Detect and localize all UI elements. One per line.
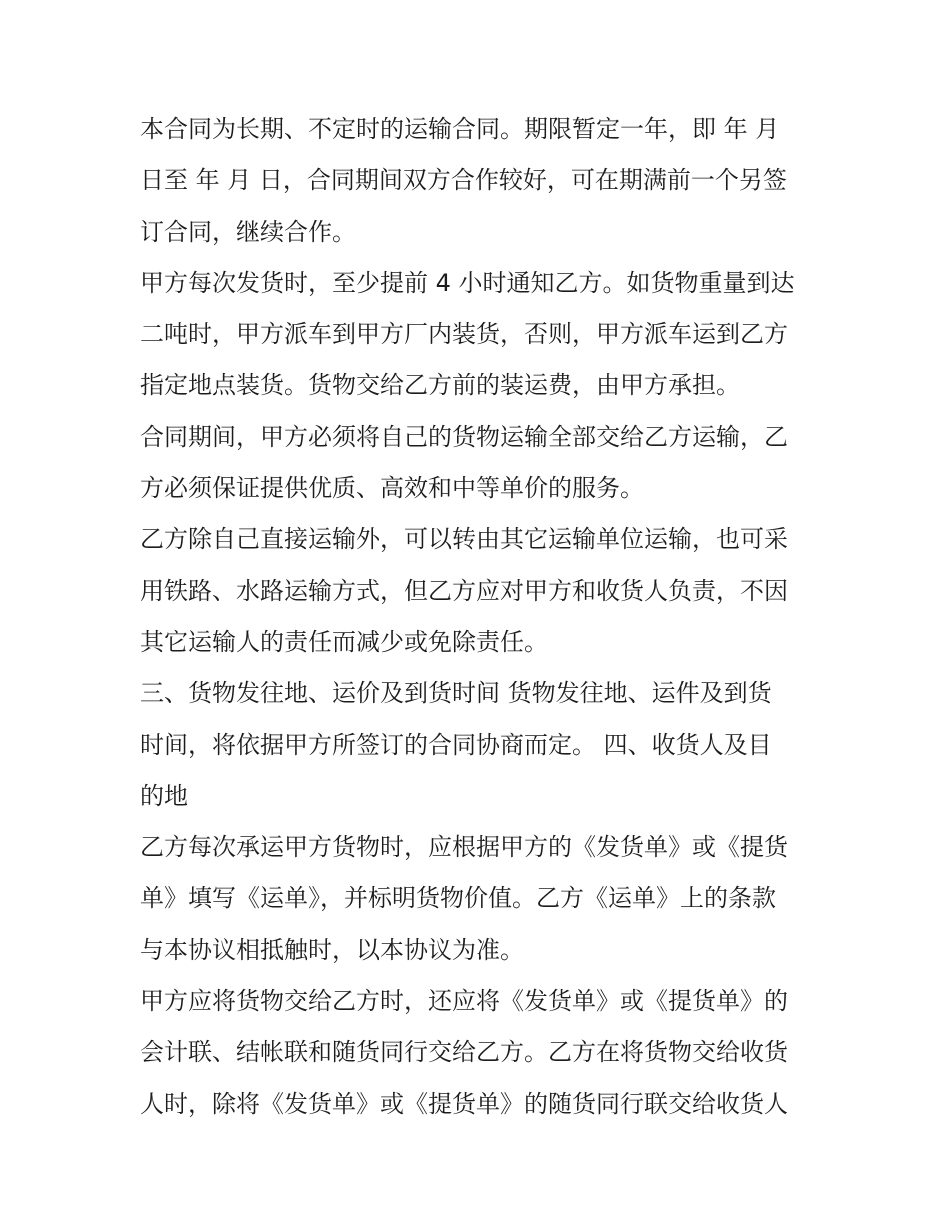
- text-line: 的地: [140, 781, 188, 810]
- text-line: 其它运输人的责任而减少或免除责任。: [140, 627, 548, 656]
- text-line: 本合同为长期、不定时的运输合同。期限暂定一年，即 年 月: [140, 115, 780, 143]
- paragraph-exclusive-transport: [140, 412, 820, 515]
- text-line: 合同期间，甲方必须将自己的货物运输全部交给乙方运输，乙: [140, 422, 788, 451]
- text-line: 甲方应将货物交给乙方时，还应将《发货单》或《提货单》的: [140, 987, 788, 1016]
- text-line: 指定地点装货。货物交给乙方前的装运费，由甲方承担。: [140, 371, 740, 400]
- text-line: 三、货物发往地、运价及到货时间 货物发往地、运件及到货: [140, 679, 772, 708]
- paragraph-shipment-notice: [140, 258, 820, 412]
- text-line: 方必须保证提供优质、高效和中等单价的服务。: [140, 474, 644, 503]
- text-line: 会计联、结帐联和随货同行交给乙方。乙方在将货物交给收货: [140, 1038, 788, 1067]
- text-line: 乙方除自己直接运输外，可以转由其它运输单位运输，也可采: [140, 525, 788, 554]
- text-line: 乙方每次承运甲方货物时，应根据甲方的《发货单》或《提货: [140, 833, 788, 862]
- text-line: 日至 年 月 日，合同期间双方合作较好，可在期满前一个另签: [140, 166, 787, 195]
- document-body: [140, 104, 820, 1130]
- paragraph-waybill: [140, 822, 820, 976]
- text-line: 甲方每次发货时，至少提前 4 小时通知乙方。如货物重量到达: [140, 268, 795, 297]
- text-line: 用铁路、水路运输方式，但乙方应对甲方和收货人负责，不因: [140, 576, 788, 605]
- paragraph-delivery-documents: [140, 976, 820, 1130]
- text-line: 与本协议相抵触时，以本协议为准。: [140, 935, 524, 964]
- text-line: 时间，将依据甲方所签订的合同协商而定。 四、收货人及目: [140, 730, 772, 759]
- text-line: 人时，除将《发货单》或《提货单》的随货同行联交给收货人: [140, 1089, 788, 1118]
- paragraph-destination-pricing: [140, 668, 820, 822]
- text-line: 单》填写《运单》，并标明货物价值。乙方《运单》上的条款: [140, 884, 776, 913]
- text-line: 二吨时，甲方派车到甲方厂内装货，否则，甲方派车运到乙方: [140, 320, 788, 349]
- text-line: 订合同，继续合作。: [140, 217, 356, 246]
- paragraph-contract-term: [140, 104, 820, 258]
- paragraph-subcontracting: [140, 514, 820, 668]
